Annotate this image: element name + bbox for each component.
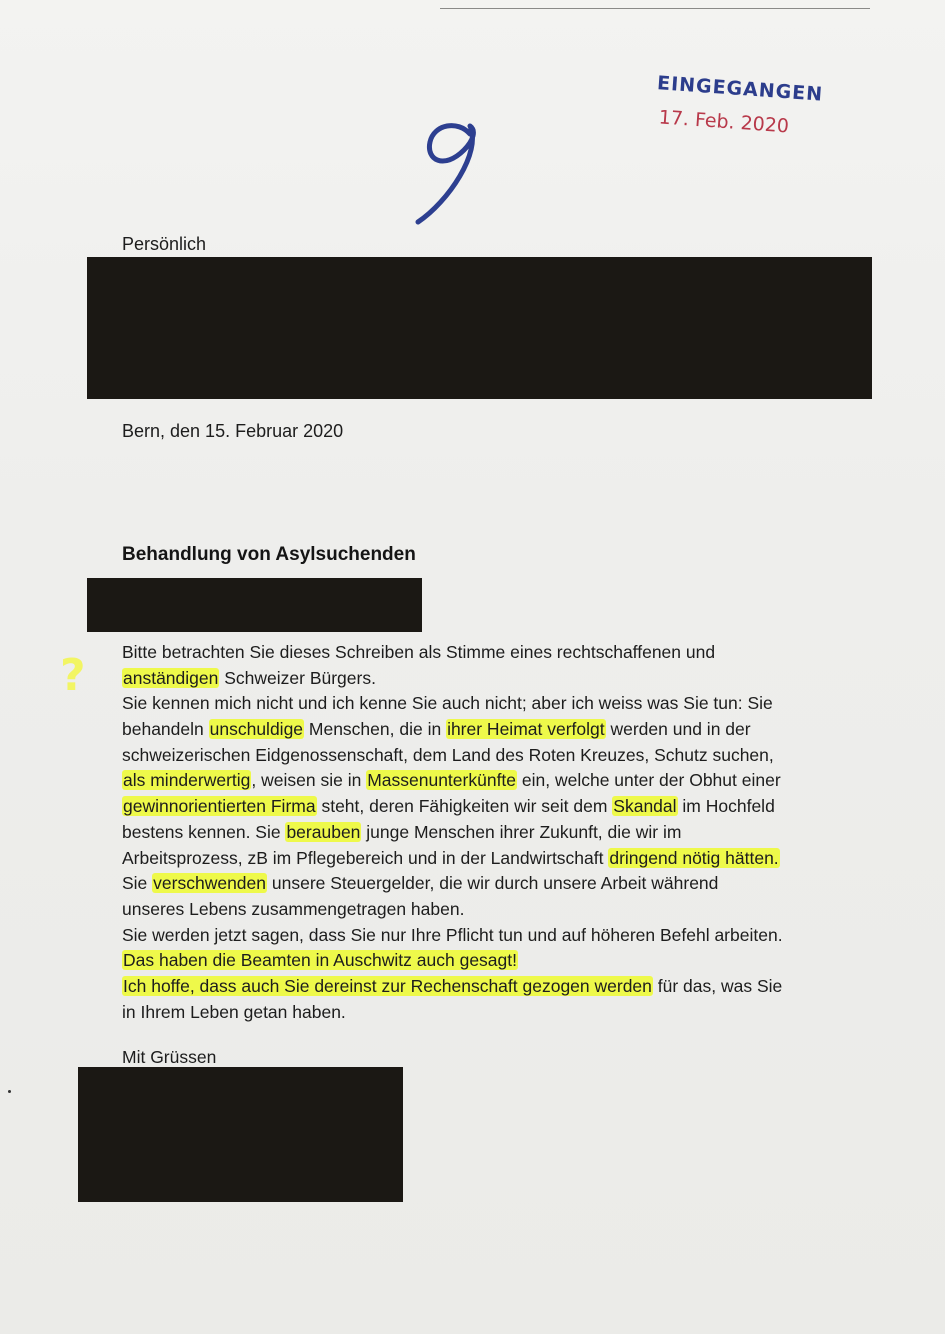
body-text: behandeln — [122, 719, 209, 740]
highlighted-text: ihrer Heimat verfolgt — [447, 719, 605, 740]
highlighted-text: Skandal — [613, 796, 677, 817]
body-text: Sie werden jetzt sagen, dass Sie nur Ihre Pflicht tun und auf höheren Befehl arbeiten. — [122, 924, 783, 945]
body-line — [122, 794, 882, 820]
body-line — [122, 923, 882, 949]
highlighted-text: unschuldige — [209, 719, 304, 740]
body-line — [122, 640, 882, 666]
body-line — [122, 820, 882, 846]
body-line — [122, 948, 882, 974]
body-text: unsere Steuergelder, die wir durch unsere Arbeit während — [267, 873, 719, 894]
body-text: für das, was Sie — [652, 975, 783, 996]
paper-speck — [8, 1090, 11, 1093]
highlighted-text: gewinnorientierten Firma — [123, 796, 316, 817]
body-text: Arbeitsprozess, zB im Pflegebereich und in der Landwirtschaft — [122, 847, 609, 868]
highlighted-text: berauben — [286, 821, 361, 842]
highlighted-text: anständigen — [123, 667, 219, 688]
body-text: Sie kennen mich nicht und ich kenne Sie auch nicht; aber ich weiss was Sie tun: Sie — [122, 693, 773, 714]
body-line — [122, 768, 882, 794]
highlighted-text: Massenunterkünfte — [367, 770, 517, 791]
body-text: im Hochfeld — [677, 796, 775, 817]
highlighted-text: als minderwertig — [123, 770, 251, 791]
place-date: Bern, den 15. Februar 2020 — [122, 421, 344, 441]
body-line — [122, 1000, 882, 1026]
highlighted-text: verschwenden — [153, 873, 267, 894]
body-text: bestens kennen. Sie — [122, 821, 286, 842]
body-line — [122, 846, 882, 872]
body-text: schweizerischen Eidgenossenschaft, dem Land des Roten Kreuzes, Schutz suchen, — [122, 744, 774, 765]
body-line — [122, 691, 882, 717]
received-stamp — [652, 72, 827, 164]
redacted-salutation — [87, 578, 422, 632]
handwritten-folio-number — [408, 112, 498, 232]
body-text: Menschen, die in — [304, 719, 447, 740]
redacted-signature — [78, 1067, 403, 1202]
body-text: junge Menschen ihrer Zukunft, die wir im — [361, 821, 682, 842]
body-line — [122, 974, 882, 1000]
body-text: unseres Lebens zusammengetragen haben. — [122, 898, 465, 919]
top-edge-line — [440, 8, 870, 9]
body-text: Schweizer Bürgers. — [219, 667, 376, 688]
highlighted-text: Ich hoffe, dass auch Sie dereinst zur Rechenschaft gezogen werden — [123, 975, 652, 996]
body-line — [122, 717, 882, 743]
stamp-date: 17. Feb. 2020 — [658, 106, 790, 138]
body-text: ein, welche unter der Obhut einer — [517, 770, 781, 791]
letter-subject: Behandlung von Asylsuchenden — [122, 544, 416, 565]
handwritten-question-mark: ? — [60, 650, 86, 701]
body-text: steht, deren Fähigkeiten wir seit dem — [316, 796, 613, 817]
highlighted-text: Das haben die Beamten in Auschwitz auch gesagt! — [123, 950, 517, 971]
body-text: in Ihrem Leben getan haben. — [122, 1001, 346, 1022]
personal-label: Persönlich — [122, 234, 207, 254]
body-text: werden und in der — [605, 719, 751, 740]
stamp-title: EINGEGANGEN — [656, 72, 824, 106]
body-line — [122, 871, 882, 897]
body-line — [122, 743, 882, 769]
highlighted-text: dringend nötig hätten. — [609, 847, 779, 868]
body-text: Sie — [122, 873, 153, 894]
closing-greeting: Mit Grüssen — [122, 1047, 217, 1067]
body-text: , weisen sie in — [251, 770, 367, 791]
letter-body — [122, 640, 882, 1025]
body-line — [122, 897, 882, 923]
body-line — [122, 666, 882, 692]
body-text: Bitte betrachten Sie dieses Schreiben als Stimme eines rechtschaffenen und — [122, 642, 716, 662]
redacted-address-block — [87, 257, 872, 399]
